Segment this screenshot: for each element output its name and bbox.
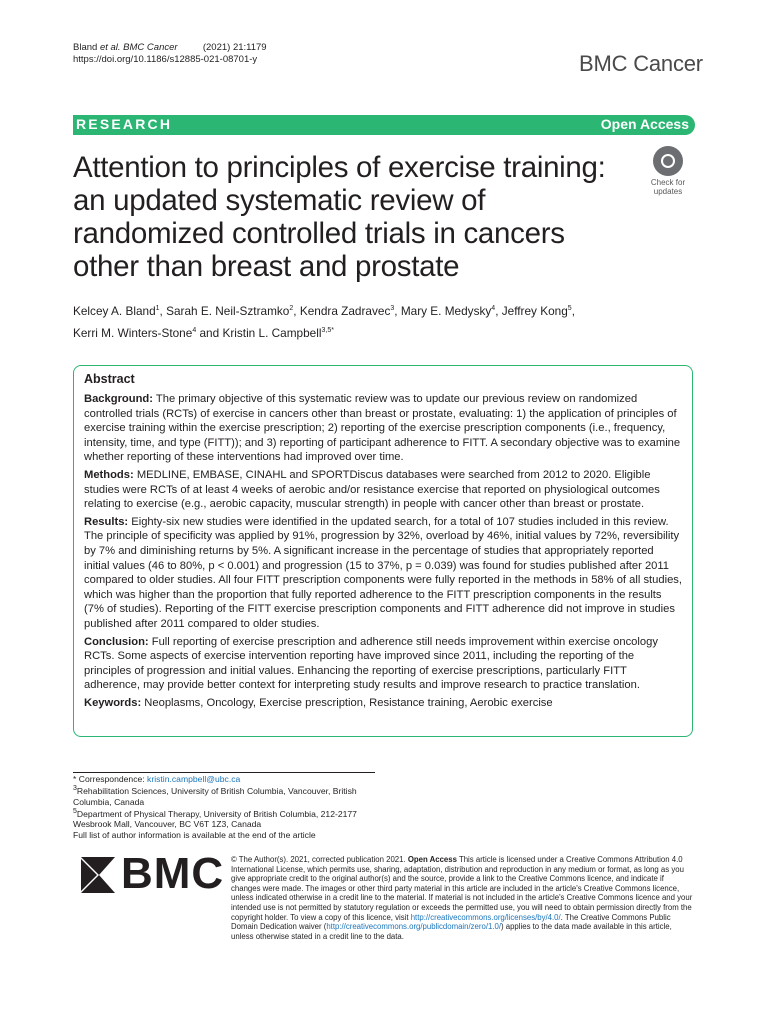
author-name: Kerri M. Winters-Stone bbox=[73, 325, 193, 340]
author-affil: 3,5* bbox=[321, 326, 334, 334]
section-text: Full reporting of exercise prescription and adherence still needs improvement within exercise oncology RCTs. Some aspects of exercise intervention reporting have improved since 2011, including the reporting of the principles of progression and initial values. Enhancing the reporting of exercise prescriptions, particularly FITT adherence, may provide better context for interpreting study results and improve research to practice translation. bbox=[84, 635, 658, 692]
article-title: Attention to principles of exercise training: an updated systematic review of randomized controlled trials in cancers other than breast and prostate bbox=[73, 151, 606, 283]
correspondence-label: * Correspondence: bbox=[73, 774, 148, 784]
author-affil: 1 bbox=[155, 305, 160, 312]
open-access-label: Open Access bbox=[600, 116, 689, 132]
citation-authors: Bland bbox=[73, 42, 100, 53]
author-affil: 2 bbox=[289, 305, 294, 312]
cc-zero-link[interactable]: http://creativecommons.org/publicdomain/zero/1.0/ bbox=[326, 922, 501, 932]
section-label: Background: bbox=[84, 393, 153, 405]
footnotes bbox=[73, 774, 393, 840]
author-name: Jeffrey Kong bbox=[501, 303, 568, 318]
abstract-results bbox=[84, 515, 682, 632]
section-label: Methods: bbox=[84, 468, 134, 481]
author-list: Kelcey A. Bland$^1$, Sarah E. Neil-Sztramko$^2$, Kendra Zadravec$^3$, Mary E. Medysky$^4$, Jeffrey Kong$^5$, Kerri M. Winters-Stone$^4$ and Kristin L. Campbell$^{3,5*}$ bbox=[73, 303, 575, 340]
author-affil: 4 bbox=[491, 305, 496, 312]
license-text: This article is licensed under a Creative Commons Attribution 4.0 International License, which permits use, sharing, adaptation, distribution and reproduction in any medium or format, as long as you give appropriate credit to the original author(s) and the source, provide a link to the Creative Commons licence, and indicate if changes were made. The images or other third party material in this article are included in the article's Creative Commons licence, unless indicated otherwise in a credit line to the material. If material is not included in the article's Creative Commons licence and your intended use is not permitted by statutory regulation or exceeds the permitted use, you will need to obtain permission directly from the copyright holder. To view a copy of this licence, visit bbox=[231, 855, 693, 922]
abstract-keywords bbox=[84, 696, 682, 711]
citation-etal: et al. BMC Cancer bbox=[99, 42, 178, 53]
article-type-label: RESEARCH bbox=[76, 116, 173, 132]
correspondence-email-link[interactable]: kristin.campbell@ubc.ca bbox=[147, 774, 241, 784]
citation-line bbox=[73, 42, 267, 54]
section-text: Eighty-six new studies were identified in the updated search, for a total of 107 studies included in this review. The principle of specificity was applied by 91%, progression by 32%, overload by 46%, initial values by 72%, reversibility by 7% and diminishing returns by 5%. A significant increase in the percentage of studies that appropriately reported initial values (46 to 80%, p < 0.001) and progression (15 to 37%, p = 0.039) was found for studies published after 2011 compared to older studies. All four FITT prescription components were fully reported in the methods in 58% of all studies, which was higher than the proportion that fully reported adherence to the FITT prescription components in the results (7% of studies). Reporting of the FITT exercise prescription components and FITT adherence did not improve in studies published after 2011 compared to older studies. bbox=[84, 515, 683, 630]
doi-link[interactable]: https://doi.org/10.1186/s12885-021-08701-y bbox=[73, 54, 258, 65]
author-name: Sarah E. Neil-Sztramko bbox=[166, 303, 290, 318]
author-name: Mary E. Medysky bbox=[400, 303, 492, 318]
author-affil: 3 bbox=[390, 305, 395, 312]
bmc-logo bbox=[79, 849, 225, 898]
affil-text: Rehabilitation Sciences, University of British Columbia, Vancouver, British Columbia, Canada bbox=[73, 786, 357, 807]
author-affil: 4 bbox=[192, 326, 197, 334]
copyright-text: © The Author(s). 2021, corrected publication 2021. bbox=[231, 855, 408, 864]
affiliation-3 bbox=[73, 784, 393, 807]
author-affil: 5 bbox=[567, 305, 572, 312]
author-name: Kelcey A. Bland bbox=[73, 303, 156, 318]
open-access-bold: Open Access bbox=[407, 855, 457, 864]
badge-line1: Check for bbox=[650, 178, 686, 187]
section-text: MEDLINE, EMBASE, CINAHL and SPORTDiscus databases were searched from 2012 to 2020. Eligible studies were RCTs of at least 4 weeks of aerobic and/or resistance exercise that reported on physiological outcomes relating to exercise (e.g., aerobic capacity, muscular strength) in people with cancer other than breast or prostate. bbox=[84, 468, 660, 511]
section-text: Neoplasms, Oncology, Exercise prescription, Resistance training, Aerobic exercise bbox=[141, 696, 553, 709]
section-label: Conclusion: bbox=[84, 635, 149, 648]
bmc-logo-mark-icon bbox=[79, 853, 119, 897]
license-statement bbox=[231, 855, 694, 941]
badge-line2: updates bbox=[653, 187, 683, 196]
affil-sup: 5 bbox=[73, 808, 77, 816]
section-banner bbox=[73, 115, 695, 135]
correspondence bbox=[73, 774, 393, 784]
author-name: Kendra Zadravec bbox=[299, 303, 391, 318]
affiliation-5 bbox=[73, 807, 393, 830]
check-updates-icon bbox=[653, 146, 683, 176]
abstract-conclusion bbox=[84, 635, 682, 693]
check-for-updates-badge[interactable] bbox=[642, 146, 694, 202]
author-name: Kristin L. Campbell bbox=[222, 325, 322, 340]
affil-sup: 3 bbox=[73, 785, 77, 793]
citation-year: (2021) 21:1179 bbox=[202, 42, 267, 53]
journal-name: BMC Cancer bbox=[579, 51, 703, 76]
abstract-background bbox=[84, 392, 682, 465]
license-text-3: ) applies to the data made available in this article, unless otherwise stated in a credit line to the data. bbox=[231, 922, 672, 941]
footnote-divider bbox=[73, 772, 375, 773]
section-text: The primary objective of this systematic review was to update our previous review on randomized controlled trials (RCTs) of exercise in cancers other than breast or prostate, evaluating: 1) the application of principles of exercise training within the exercise prescription; 2) reporting of the exercise prescription components (i.e., frequency, intensity, time, and type (FITT)); and 3) reporting of participant adherence to FITT. A secondary objective was to examine whether reporting of these interventions had improved over time. bbox=[84, 393, 681, 464]
full-author-info-note: Full list of author information is available at the end of the article bbox=[73, 829, 316, 840]
affil-text: Department of Physical Therapy, University of British Columbia, 212-2177 Wesbrook Mall, Vancouver, BC V6T 1Z3, Canada bbox=[73, 808, 357, 830]
section-label: Keywords: bbox=[84, 696, 142, 709]
license-text-2: . The Creative Commons Public Domain Dedication waiver ( bbox=[231, 912, 671, 932]
abstract-box bbox=[73, 365, 693, 737]
abstract-heading: Abstract bbox=[84, 372, 135, 386]
section-label: Results: bbox=[84, 515, 129, 528]
bmc-logo-text: BMC bbox=[121, 849, 225, 898]
abstract-methods bbox=[84, 468, 682, 512]
cc-by-link[interactable]: http://creativecommons.org/licenses/by/4.0/ bbox=[410, 912, 561, 922]
